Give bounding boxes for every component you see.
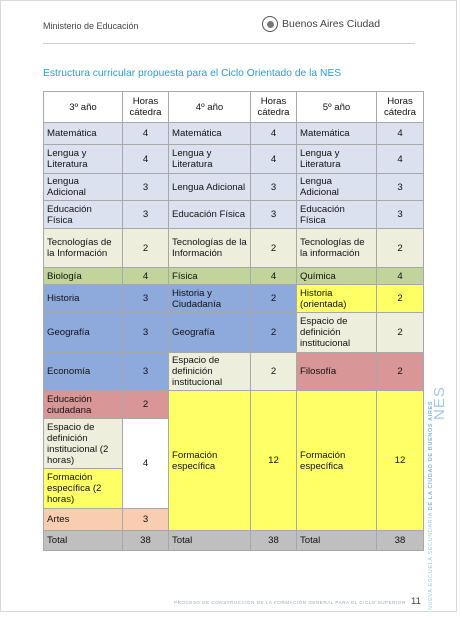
side-nes-mark: NES — [431, 386, 448, 420]
city-logo — [262, 16, 380, 32]
table-row — [44, 285, 424, 313]
table-row — [44, 123, 424, 145]
subject-cell: Formación específica (2 horas) — [44, 469, 123, 509]
subject-cell: Matemática — [297, 123, 377, 145]
subject-cell: Economía — [44, 353, 123, 391]
table-total-row — [44, 531, 424, 551]
col-header-4: 4º año — [169, 92, 251, 123]
subject-cell: Formación específica — [169, 391, 251, 531]
curriculum-table — [43, 91, 424, 551]
subject-cell: Tecnologías de la información — [297, 229, 377, 268]
table-row — [44, 229, 424, 268]
hours-cell: 3 — [123, 509, 169, 531]
total-hours: 38 — [251, 531, 297, 551]
total-hours: 38 — [377, 531, 424, 551]
subject-cell: Lengua Adicional — [169, 174, 251, 201]
total-hours: 38 — [123, 531, 169, 551]
hours-cell: 3 — [251, 201, 297, 229]
subject-cell: Educación Física — [44, 201, 123, 229]
subject-cell: Tecnologías de la Información — [44, 229, 123, 268]
city-seal-icon — [262, 16, 278, 32]
subject-cell: Historia (orientada) — [297, 285, 377, 313]
hours-cell: 2 — [377, 353, 424, 391]
hours-cell: 2 — [251, 229, 297, 268]
hours-cell: 2 — [123, 229, 169, 268]
side-series-label — [428, 401, 434, 610]
table-row — [44, 174, 424, 201]
table-row — [44, 353, 424, 391]
subject-cell: Geografía — [44, 313, 123, 353]
subject-cell: Educación ciudadana — [44, 391, 123, 419]
table-row — [44, 268, 424, 285]
hours-cell: 12 — [377, 391, 424, 531]
table-header-row — [44, 92, 424, 123]
side-line-a: NUEVA ESCUELA SECUNDARIA — [428, 512, 434, 610]
hours-cell: 3 — [377, 201, 424, 229]
hours-cell: 12 — [251, 391, 297, 531]
subject-cell: Lengua Adicional — [44, 174, 123, 201]
hours-cell: 2 — [377, 313, 424, 353]
subject-cell: Biología — [44, 268, 123, 285]
hours-cell: 3 — [123, 313, 169, 353]
col-header-3: 3º año — [44, 92, 123, 123]
hours-cell: 4 — [251, 145, 297, 174]
subject-cell: Lengua Adicional — [297, 174, 377, 201]
subject-cell: Espacio de definición institucional — [297, 313, 377, 353]
table-row — [44, 391, 424, 419]
subject-cell: Espacio de definición institucional (2 horas) — [44, 419, 123, 469]
hours-cell: 4 — [377, 145, 424, 174]
col-header-hours-3: Horas cátedra — [123, 92, 169, 123]
subject-cell: Espacio de definición institucional — [169, 353, 251, 391]
col-header-hours-4: Horas cátedra — [251, 92, 297, 123]
hours-cell: 3 — [123, 201, 169, 229]
subject-cell: Educación Física — [297, 201, 377, 229]
table-row — [44, 313, 424, 353]
subject-cell: Filosofía — [297, 353, 377, 391]
hours-cell: 2 — [377, 229, 424, 268]
table-row — [44, 201, 424, 229]
hours-cell: 3 — [123, 285, 169, 313]
subject-cell: Lengua y Literatura — [297, 145, 377, 174]
logo-text: Buenos Aires Ciudad — [282, 18, 381, 30]
ministry-label: Ministerio de Educación — [43, 21, 139, 31]
hours-cell: 2 — [251, 353, 297, 391]
hours-cell: 3 — [377, 174, 424, 201]
header-divider — [43, 43, 415, 44]
subject-cell: Química — [297, 268, 377, 285]
subject-cell: Lengua y Literatura — [44, 145, 123, 174]
table-row — [44, 145, 424, 174]
hours-cell: 4 — [377, 268, 424, 285]
hours-cell: 3 — [251, 174, 297, 201]
subject-cell: Tecnologías de la Información — [169, 229, 251, 268]
side-line-b: DE LA CIUDAD DE BUENOS AIRES — [428, 400, 434, 511]
page-number: 11 — [411, 596, 421, 607]
col-header-5: 5º año — [297, 92, 377, 123]
col-header-hours-5: Horas cátedra — [377, 92, 424, 123]
section-title: Estructura curricular propuesta para el Ciclo Orientado de la NES — [43, 68, 342, 79]
subject-cell: Educación Física — [169, 201, 251, 229]
hours-cell: 4 — [377, 123, 424, 145]
subject-cell: Física — [169, 268, 251, 285]
hours-cell: 4 — [251, 268, 297, 285]
subject-cell: Historia y Ciudadanía — [169, 285, 251, 313]
hours-cell: 3 — [123, 174, 169, 201]
subject-cell: Formación específica — [297, 391, 377, 531]
hours-cell: 4 — [251, 123, 297, 145]
subject-cell: Geografía — [169, 313, 251, 353]
total-label: Total — [297, 531, 377, 551]
subject-cell: Artes — [44, 509, 123, 531]
footer-text: PROCESO DE CONSTRUCCIÓN DE LA FORMACIÓN GENERAL PARA EL CICLO SUPERIOR — [174, 600, 406, 605]
subject-cell: Matemática — [44, 123, 123, 145]
hours-cell: 2 — [123, 391, 169, 419]
hours-cell: 4 — [123, 145, 169, 174]
subject-cell: Lengua y Literatura — [169, 145, 251, 174]
hours-cell: 2 — [377, 285, 424, 313]
hours-cell: 4 — [123, 123, 169, 145]
hours-cell: 3 — [123, 353, 169, 391]
hours-cell: 4 — [123, 419, 169, 509]
total-label: Total — [169, 531, 251, 551]
hours-cell: 4 — [123, 268, 169, 285]
hours-cell: 2 — [251, 285, 297, 313]
total-label: Total — [44, 531, 123, 551]
subject-cell: Matemática — [169, 123, 251, 145]
subject-cell: Historia — [44, 285, 123, 313]
hours-cell: 2 — [251, 313, 297, 353]
